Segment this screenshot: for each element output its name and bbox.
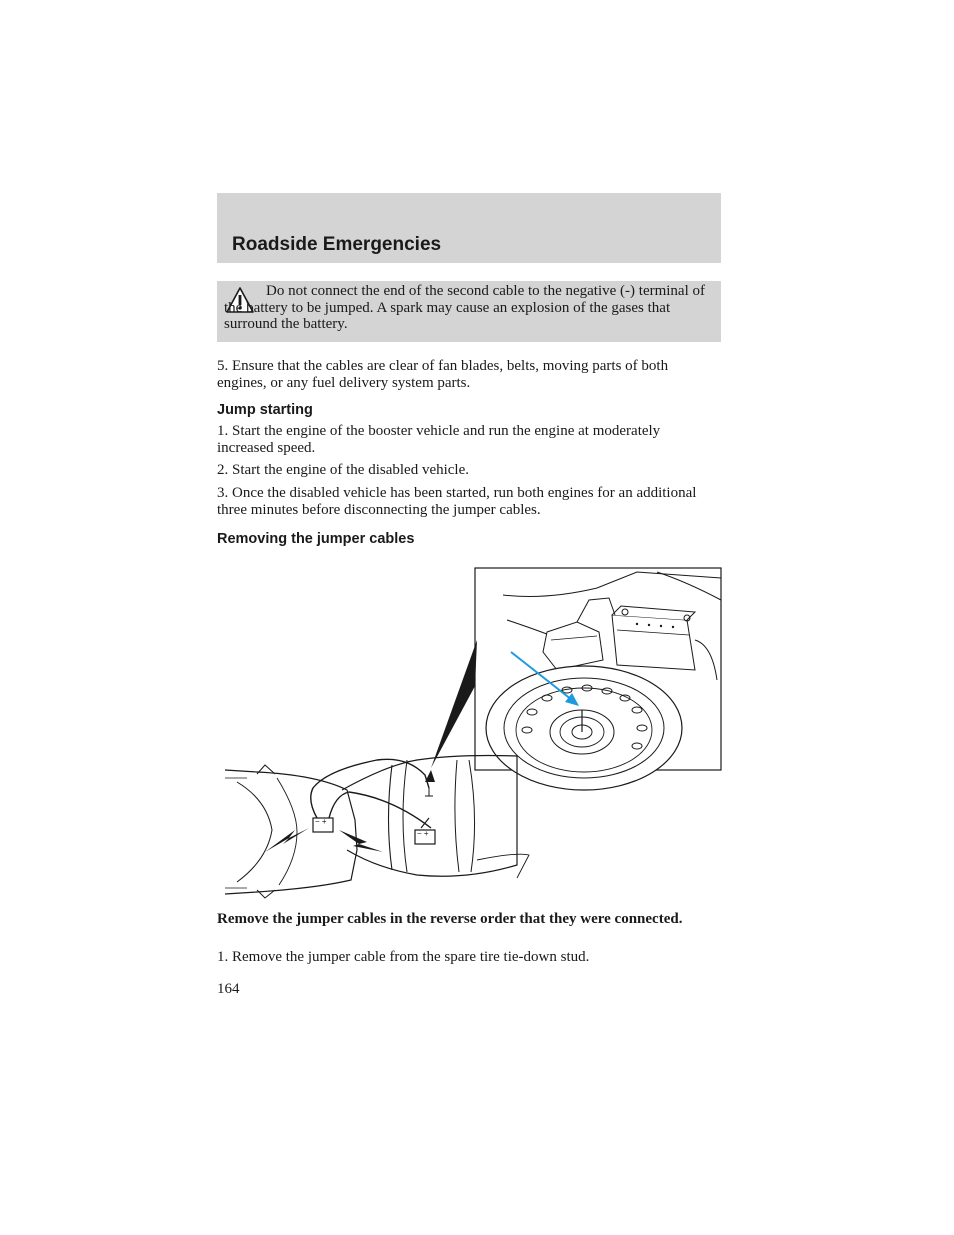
removal-step-1: 1. Remove the jumper cable from the spare tire tie-down stud. <box>217 949 590 965</box>
disabled-battery <box>415 829 435 844</box>
jumper-cables <box>311 759 435 828</box>
booster-battery-label: − + <box>315 817 327 826</box>
jumper-cable-illustration <box>217 560 727 905</box>
disabled-battery-label: − + <box>417 829 429 838</box>
jump-step-3: 3. Once the disabled vehicle has been started, run both engines for an additional three minutes before disconnecting the jumper cables. <box>217 485 697 518</box>
jump-step-2: 2. Start the engine of the disabled vehicle. <box>217 462 470 478</box>
section-title: Roadside Emergencies <box>232 234 442 255</box>
spare-tire-inset <box>431 568 721 790</box>
warning-text: Do not connect the end of the second cable to the negative (-) terminal of the battery to be jumped. A spark may cause an explosion of the gases that surround the battery. <box>224 283 705 332</box>
booster-vehicle <box>225 765 357 898</box>
removal-note: Remove the jumper cables in the reverse order that they were connected. <box>217 911 683 927</box>
inset-spare-tire <box>486 666 682 790</box>
removing-cables-heading: Removing the jumper cables <box>217 531 415 547</box>
step-5-text: 5. Ensure that the cables are clear of fan blades, belts, moving parts of both engines, or any fuel delivery system parts. <box>217 358 669 391</box>
spark-right-icon <box>339 830 383 852</box>
jump-step-1: 1. Start the engine of the booster vehicle and run the engine at moderately increased speed. <box>217 423 661 456</box>
booster-battery <box>313 817 333 832</box>
warning-box <box>217 281 721 342</box>
page-number: 164 <box>217 981 240 997</box>
jump-starting-heading: Jump starting <box>217 402 313 418</box>
section-header-band <box>217 193 721 263</box>
disabled-vehicle <box>342 756 529 879</box>
